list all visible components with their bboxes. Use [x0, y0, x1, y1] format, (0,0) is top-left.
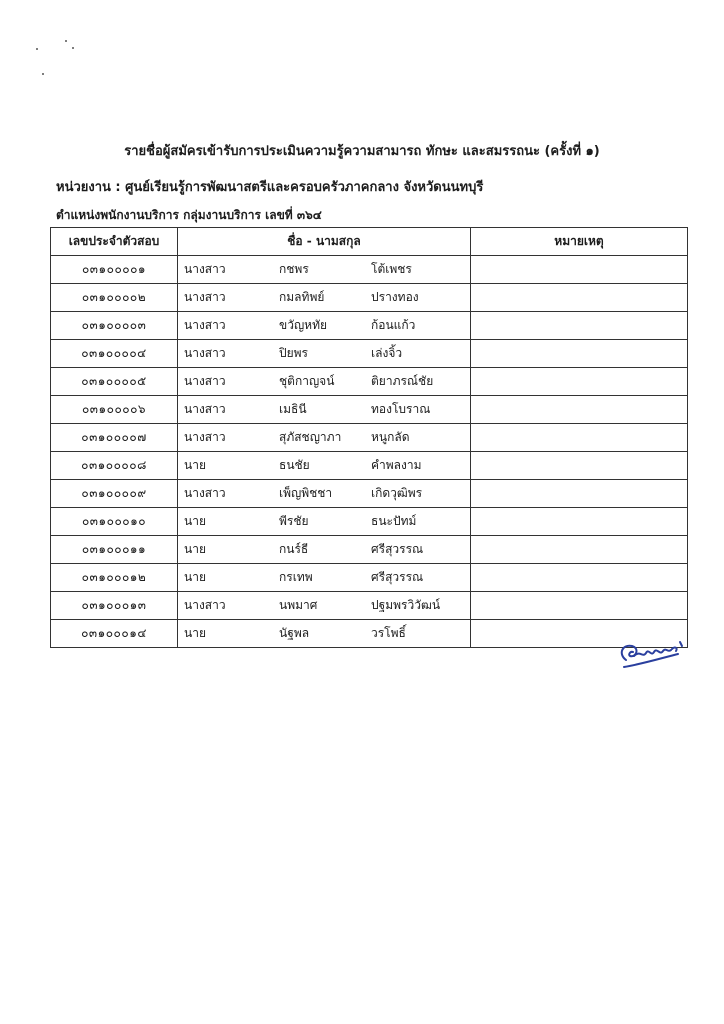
name-cell — [178, 284, 471, 312]
signature-stroke — [672, 648, 677, 651]
signature-stroke — [634, 650, 671, 656]
table-row — [51, 368, 688, 396]
table-row — [51, 256, 688, 284]
name-prefix: นาย — [184, 542, 206, 556]
table-row — [51, 424, 688, 452]
name-cell — [178, 340, 471, 368]
table-row — [51, 284, 688, 312]
first-name: กมลทิพย์ — [279, 290, 325, 304]
scan-speck — [65, 40, 67, 42]
signature-stroke — [680, 642, 682, 646]
remark-cell — [471, 592, 688, 620]
name-cell — [178, 564, 471, 592]
last-name: ศรีสุวรรณ — [371, 542, 424, 556]
last-name: ธนะปัทม์ — [371, 514, 417, 528]
first-name: ปิยพร — [279, 346, 309, 360]
exam-id-cell: ๐๓๑๐๐๐๐๔ — [51, 340, 178, 368]
first-name: นัฐพล — [279, 626, 310, 640]
header-exam-id: เลขประจำตัวสอบ — [51, 228, 178, 256]
name-prefix: นางสาว — [184, 486, 226, 500]
last-name: ทองโบราณ — [371, 402, 431, 416]
last-name: คำพลงาม — [371, 458, 422, 472]
table-body — [51, 256, 688, 648]
exam-id-cell: ๐๓๑๐๐๐๐๙ — [51, 480, 178, 508]
table-row — [51, 340, 688, 368]
remark-cell — [471, 284, 688, 312]
first-name: ชุติกาญจน์ — [279, 374, 335, 388]
name-prefix: นางสาว — [184, 346, 226, 360]
first-name: เพ็ญพิชชา — [279, 486, 333, 500]
document-title: รายชื่อผู้สมัครเข้ารับการประเมินความรู้ความสามารถ ทักษะ และสมรรถนะ (ครั้งที่ ๑) — [124, 144, 600, 159]
remark-cell — [471, 564, 688, 592]
table-row — [51, 564, 688, 592]
name-cell — [178, 592, 471, 620]
first-name: กนร์ธี — [279, 542, 309, 556]
last-name: หนูกลัด — [371, 430, 410, 444]
scan-speck — [72, 47, 74, 49]
table-row — [51, 592, 688, 620]
first-name: กชพร — [279, 262, 309, 276]
name-cell — [178, 396, 471, 424]
exam-id-cell: ๐๓๑๐๐๐๐๗ — [51, 424, 178, 452]
exam-id-cell: ๐๓๑๐๐๐๑๓ — [51, 592, 178, 620]
remark-cell — [471, 452, 688, 480]
signature-stroke — [622, 646, 637, 660]
name-cell — [178, 536, 471, 564]
header-remarks: หมายเหตุ — [471, 228, 688, 256]
last-name: ปฐมพรวิวัฒน์ — [371, 598, 441, 612]
name-prefix: นางสาว — [184, 598, 226, 612]
exam-id-cell: ๐๓๑๐๐๐๐๕ — [51, 368, 178, 396]
last-name: ปรางทอง — [371, 290, 419, 304]
table-row — [51, 480, 688, 508]
name-cell — [178, 452, 471, 480]
last-name: ติยาภรณ์ชัย — [371, 374, 434, 388]
table-header-row — [51, 228, 688, 256]
last-name: โต้เพชร — [371, 262, 412, 276]
exam-id-cell: ๐๓๑๐๐๐๐๘ — [51, 452, 178, 480]
position-line: ตำแหน่งพนักงานบริการ กลุ่มงานบริการ เลขที่ ๓๖๔ — [56, 208, 322, 222]
signature-image — [612, 636, 692, 676]
exam-id-cell: ๐๓๑๐๐๐๐๒ — [51, 284, 178, 312]
name-prefix: นาย — [184, 514, 206, 528]
exam-id-cell: ๐๓๑๐๐๐๐๑ — [51, 256, 178, 284]
header-name: ชื่อ - นามสกุล — [178, 228, 471, 256]
table-row — [51, 508, 688, 536]
remark-cell — [471, 424, 688, 452]
first-name: พีรชัย — [279, 514, 309, 528]
name-prefix: นางสาว — [184, 374, 226, 388]
remark-cell — [471, 368, 688, 396]
table-row — [51, 312, 688, 340]
exam-id-cell: ๐๓๑๐๐๐๐๓ — [51, 312, 178, 340]
remark-cell — [471, 508, 688, 536]
last-name: เกิดวุฒิพร — [371, 486, 423, 500]
name-prefix: นาย — [184, 458, 206, 472]
name-prefix: นางสาว — [184, 430, 226, 444]
name-cell — [178, 620, 471, 648]
unit-line: หน่วยงาน : ศูนย์เรียนรู้การพัฒนาสตรีและครอบครัวภาคกลาง จังหวัดนนทบุรี — [56, 180, 484, 195]
first-name: ธนชัย — [279, 458, 310, 472]
last-name: ก้อนแก้ว — [371, 318, 416, 332]
table-row — [51, 536, 688, 564]
last-name: ศรีสุวรรณ — [371, 570, 424, 584]
exam-id-cell: ๐๓๑๐๐๐๑๐ — [51, 508, 178, 536]
last-name: เล่งจิ้ว — [371, 346, 403, 360]
remark-cell — [471, 480, 688, 508]
last-name: วรโพธิ์ — [371, 626, 406, 640]
name-cell — [178, 312, 471, 340]
remark-cell — [471, 312, 688, 340]
name-prefix: นาย — [184, 626, 206, 640]
name-cell — [178, 424, 471, 452]
table-row — [51, 452, 688, 480]
scan-speck — [42, 73, 44, 75]
name-cell — [178, 256, 471, 284]
first-name: สุภัสชญาภา — [279, 430, 342, 444]
name-cell — [178, 480, 471, 508]
exam-id-cell: ๐๓๑๐๐๐๑๒ — [51, 564, 178, 592]
exam-id-cell: ๐๓๑๐๐๐๑๔ — [51, 620, 178, 648]
name-prefix: นาย — [184, 570, 206, 584]
name-cell — [178, 508, 471, 536]
name-prefix: นางสาว — [184, 402, 226, 416]
first-name: ขวัญหทัย — [279, 318, 328, 332]
exam-id-cell: ๐๓๑๐๐๐๐๖ — [51, 396, 178, 424]
first-name: เมธินี — [279, 402, 307, 416]
remark-cell — [471, 340, 688, 368]
remark-cell — [471, 396, 688, 424]
first-name: กรเทพ — [279, 570, 313, 584]
name-prefix: นางสาว — [184, 262, 226, 276]
remark-cell — [471, 256, 688, 284]
table-row — [51, 620, 688, 648]
scan-speck — [36, 48, 38, 50]
first-name: นพมาศ — [279, 598, 318, 612]
remark-cell — [471, 536, 688, 564]
name-cell — [178, 368, 471, 396]
table-row — [51, 396, 688, 424]
name-prefix: นางสาว — [184, 318, 226, 332]
candidate-table — [50, 227, 688, 648]
name-prefix: นางสาว — [184, 290, 226, 304]
exam-id-cell: ๐๓๑๐๐๐๑๑ — [51, 536, 178, 564]
